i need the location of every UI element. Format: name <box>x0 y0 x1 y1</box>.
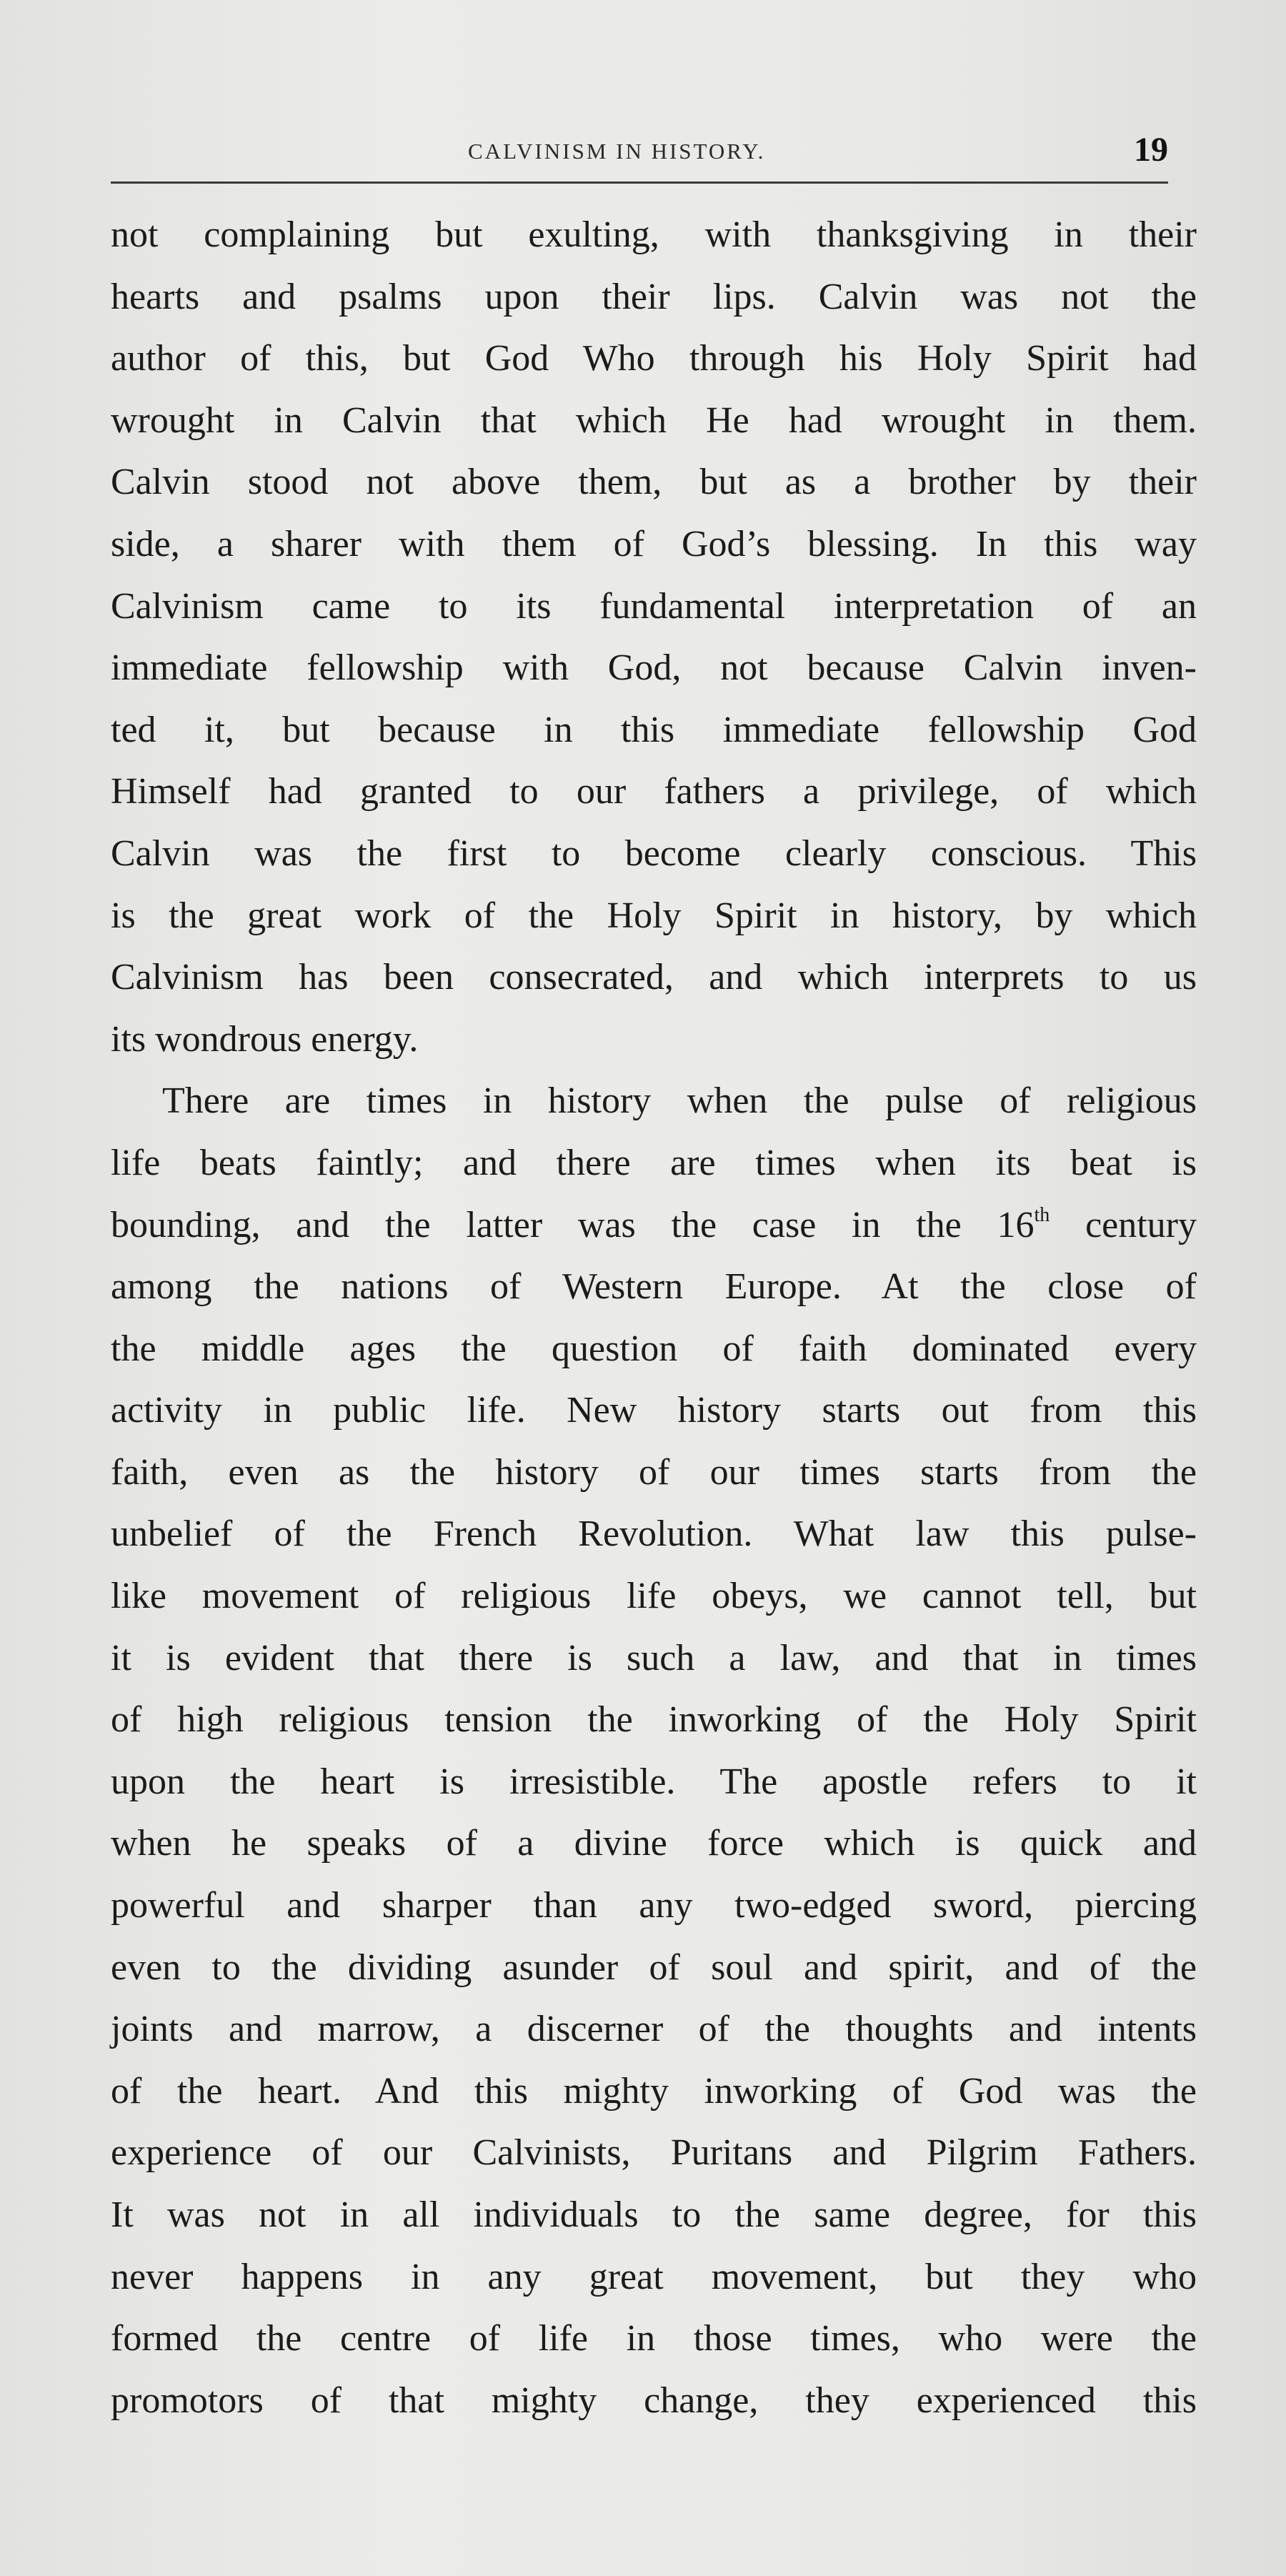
text-line: side, a sharer with them of God’s blessing. In this way <box>111 523 1197 565</box>
text-line: promotors of that mighty change, they experienced this <box>111 2379 1197 2421</box>
text-line: immediate fellowship with God, not because Calvin inven- <box>111 647 1197 689</box>
text-line: Calvinism came to its fundamental interpretation of an <box>111 585 1197 627</box>
text-line: upon the heart is irresistible. The apostle refers to it <box>111 1761 1197 1802</box>
text-line: it is evident that there is such a law, and that in times <box>111 1637 1197 1679</box>
text-line: life beats faintly; and there are times when its beat is <box>111 1142 1197 1183</box>
text-line: unbelief of the French Revolution. What law this pulse- <box>111 1513 1197 1555</box>
running-title: CALVINISM IN HISTORY. <box>468 139 766 164</box>
ordinal-superscript: th <box>1034 1203 1050 1226</box>
text-line: activity in public life. New history starts out from this <box>111 1390 1197 1431</box>
text-line: not complaining but exulting, with thanksgiving in their <box>111 214 1197 255</box>
text-line: of the heart. And this mighty inworking of God was the <box>111 2070 1197 2112</box>
text-line: never happens in any great movement, but they who <box>111 2256 1197 2297</box>
paragraph-end-line: its wondrous energy. <box>111 1018 419 1060</box>
running-head <box>111 131 1168 186</box>
text-line: formed the centre of life in those times, who were the <box>111 2318 1197 2359</box>
text-line: Himself had granted to our fathers a privilege, of which <box>111 771 1197 812</box>
text-line: author of this, but God Who through his Holy Spirit had <box>111 338 1197 379</box>
text-line: of high religious tension the inworking of the Holy Spirit <box>111 1699 1197 1741</box>
text-line: even to the dividing asunder of soul and spirit, and of the <box>111 1946 1197 1988</box>
text-line-with-ordinal <box>111 1195 1197 1257</box>
text-line: Calvin stood not above them, but as a brother by their <box>111 462 1197 503</box>
text-line: experience of our Calvinists, Puritans and Pilgrim Fathers. <box>111 2132 1197 2174</box>
text-line: the middle ages the question of faith dominated every <box>111 1328 1197 1369</box>
header-rule <box>111 181 1168 184</box>
text-line: It was not in all individuals to the same degree, for this <box>111 2194 1197 2235</box>
text-line: ted it, but because in this immediate fellowship God <box>111 709 1197 750</box>
paragraph-start-line: There are times in history when the pulse of religious <box>162 1080 1197 1122</box>
text-line: Calvin was the first to become clearly conscious. This <box>111 832 1197 874</box>
page-number: 19 <box>1134 131 1168 169</box>
text-line: Calvinism has been consecrated, and which interprets to us <box>111 957 1197 998</box>
line-text: bounding, and the latter was the case in the <box>111 1204 962 1245</box>
text-line: hearts and psalms upon their lips. Calvin was not the <box>111 276 1197 317</box>
text-line: like movement of religious life obeys, we cannot tell, but <box>111 1576 1197 1617</box>
century-number: 16 <box>997 1204 1035 1245</box>
text-line: is the great work of the Holy Spirit in history, by which <box>111 895 1197 936</box>
body-text <box>111 204 1197 2432</box>
text-line: powerful and sharper than any two-edged sword, piercing <box>111 1885 1197 1926</box>
text-line: joints and marrow, a discerner of the thoughts and intents <box>111 2009 1197 2050</box>
text-line: among the nations of Western Europe. At the close of <box>111 1266 1197 1308</box>
text-line: when he speaks of a divine force which is quick and <box>111 1823 1197 1864</box>
text-line: wrought in Calvin that which He had wrought in them. <box>111 399 1197 441</box>
text-line: faith, even as the history of our times starts from the <box>111 1451 1197 1493</box>
line-text-tail: century <box>1085 1204 1197 1245</box>
